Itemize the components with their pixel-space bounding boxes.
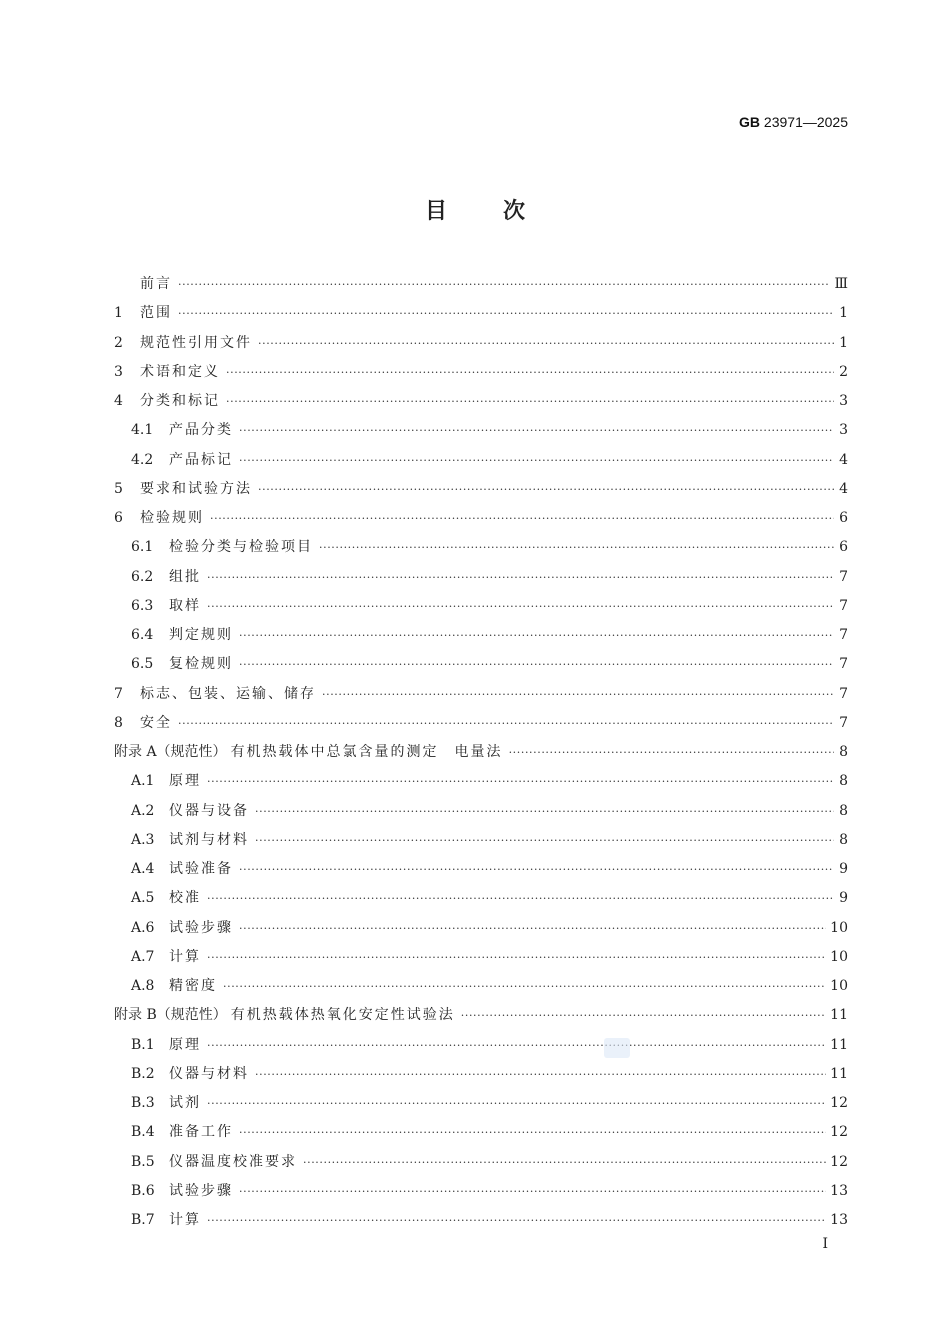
- toc-entry-title: 试剂: [169, 1095, 201, 1111]
- toc-entry-title: 试验步骤: [169, 1182, 233, 1199]
- toc-entry[interactable]: [114, 828, 848, 857]
- toc-entry-page: 6: [839, 539, 848, 556]
- toc-entry-page: 7: [839, 627, 848, 643]
- toc-entry-number: A.7: [131, 948, 155, 965]
- dot-leader: [319, 536, 834, 560]
- toc-entry-number: 4.1: [131, 422, 154, 439]
- toc-entry-title: 计算: [169, 1212, 201, 1228]
- toc-entry-title: 有机热载体热氧化安定性试验法: [230, 1007, 455, 1024]
- toc-entry-number: 2: [114, 334, 123, 351]
- toc-entry-number: A.4: [131, 861, 155, 877]
- toc-entry-number: A.8: [131, 978, 155, 994]
- dot-leader: [207, 1034, 826, 1058]
- toc-entry-number: 6.5: [131, 656, 154, 673]
- toc-entry-title: 准备工作: [169, 1124, 233, 1141]
- toc-entry-page: 7: [839, 714, 848, 731]
- dot-leader: [239, 858, 834, 882]
- toc-entry-number: B.4: [131, 1124, 155, 1141]
- dot-leader: [207, 887, 834, 911]
- toc-entry-title: 术语和定义: [140, 363, 220, 380]
- toc-entry[interactable]: [114, 301, 848, 330]
- toc-entry-number: A.1: [131, 773, 155, 790]
- toc-entry-page: 11: [830, 1007, 848, 1024]
- toc-entry-title: 仪器温度校准要求: [169, 1153, 297, 1170]
- toc-entry-number: 3: [114, 363, 123, 380]
- toc-entry[interactable]: [114, 1150, 848, 1179]
- watermark-logo: [604, 1038, 630, 1058]
- page-number: Ⅰ: [822, 1236, 828, 1252]
- toc-entry[interactable]: [114, 331, 848, 360]
- toc-entry-page: 13: [830, 1182, 848, 1199]
- dot-leader: [255, 800, 834, 824]
- toc-entry-page: 8: [839, 802, 848, 819]
- toc-entry-page: 8: [839, 744, 848, 760]
- dot-leader: [207, 595, 834, 619]
- dot-leader: [509, 741, 834, 765]
- toc-entry-title: 安全: [140, 714, 172, 731]
- standard-number: [739, 114, 848, 130]
- toc-entry-title: 取样: [169, 597, 201, 614]
- toc-entry-title: 要求和试验方法: [140, 480, 252, 497]
- toc-entry-number: 6.1: [131, 539, 154, 556]
- table-of-contents: [114, 272, 848, 1237]
- toc-entry-number: 附录 B（规范性）: [114, 1007, 227, 1024]
- toc-entry[interactable]: [114, 272, 848, 301]
- toc-entry-page: 7: [839, 597, 848, 614]
- toc-entry-title: 检验分类与检验项目: [169, 539, 313, 556]
- toc-entry[interactable]: [114, 535, 848, 564]
- toc-entry-page: 4: [839, 480, 848, 497]
- toc-entry[interactable]: [114, 506, 848, 535]
- toc-entry-number: 1: [114, 305, 123, 322]
- toc-entry[interactable]: [114, 916, 848, 945]
- toc-entry-page: 8: [839, 773, 848, 790]
- toc-entry-title: 标志、包装、运输、储存: [140, 685, 316, 702]
- dot-leader: [239, 624, 834, 648]
- toc-entry-title: 复检规则: [169, 656, 233, 673]
- toc-entry-title: 仪器与材料: [169, 1065, 249, 1082]
- toc-entry-page: 11: [830, 1036, 848, 1053]
- toc-entry-page: 1: [839, 305, 848, 322]
- dot-leader: [207, 946, 826, 970]
- toc-entry-title: 原理: [169, 773, 201, 790]
- page-title: 目次: [424, 198, 581, 224]
- dot-leader: [239, 653, 834, 677]
- toc-entry-title: 试剂与材料: [169, 831, 249, 848]
- dot-leader: [322, 683, 834, 707]
- toc-entry[interactable]: [114, 1091, 848, 1120]
- standard-prefix: GB: [739, 114, 761, 130]
- toc-entry-number: 6.3: [131, 597, 154, 614]
- toc-entry-page: 12: [830, 1153, 848, 1170]
- toc-entry-number: 8: [114, 714, 123, 731]
- toc-entry-number: 6: [114, 510, 123, 526]
- toc-entry[interactable]: [114, 1120, 848, 1149]
- toc-entry[interactable]: [114, 360, 848, 389]
- dot-leader: [258, 332, 834, 356]
- toc-entry-page: Ⅲ: [834, 276, 848, 292]
- dot-leader: [239, 917, 826, 941]
- toc-entry[interactable]: [114, 594, 848, 623]
- toc-entry[interactable]: [114, 1208, 848, 1237]
- toc-entry[interactable]: [114, 1033, 848, 1062]
- toc-entry-title: 校准: [169, 890, 201, 907]
- toc-entry-page: 10: [830, 948, 848, 965]
- toc-entry-number: 6.4: [131, 627, 154, 643]
- toc-entry-title: 试验准备: [169, 861, 233, 877]
- toc-entry[interactable]: [114, 1062, 848, 1091]
- toc-entry-page: 13: [830, 1212, 848, 1228]
- toc-entry[interactable]: [114, 974, 848, 1003]
- toc-entry-title: 前言: [140, 276, 172, 292]
- toc-entry-page: 12: [830, 1124, 848, 1141]
- dot-leader: [210, 507, 834, 531]
- toc-entry-number: B.5: [131, 1153, 155, 1170]
- toc-entry-number: B.6: [131, 1182, 155, 1199]
- toc-entry-title: 检验规则: [140, 510, 204, 526]
- toc-entry-title: 有机热载体中总氯含量的测定 电量法: [230, 744, 503, 760]
- dot-leader: [223, 975, 826, 999]
- toc-entry-page: 3: [839, 393, 848, 409]
- toc-entry-title: 范围: [140, 305, 172, 322]
- toc-entry-number: 7: [114, 685, 123, 702]
- toc-entry[interactable]: [114, 769, 848, 798]
- toc-entry[interactable]: [114, 1179, 848, 1208]
- toc-entry[interactable]: [114, 886, 848, 915]
- toc-entry-page: 11: [830, 1065, 848, 1082]
- toc-entry-number: 4.2: [131, 451, 154, 468]
- toc-entry[interactable]: [114, 652, 848, 681]
- toc-entry-number: A.6: [131, 919, 155, 936]
- toc-entry[interactable]: [114, 682, 848, 711]
- toc-entry[interactable]: [114, 711, 848, 740]
- toc-entry-page: 10: [830, 978, 848, 994]
- dot-leader: [178, 712, 834, 736]
- toc-entry-page: 4: [839, 451, 848, 468]
- toc-entry-page: 6: [839, 510, 848, 526]
- dot-leader: [239, 449, 834, 473]
- toc-entry[interactable]: [114, 418, 848, 447]
- toc-entry-number: A.5: [131, 890, 155, 907]
- toc-entry-page: 10: [830, 919, 848, 936]
- toc-entry[interactable]: [114, 389, 848, 418]
- dot-leader: [461, 1004, 826, 1028]
- toc-entry-number: 5: [114, 480, 123, 497]
- dot-leader: [207, 1092, 826, 1116]
- toc-entry-page: 1: [839, 334, 848, 351]
- dot-leader: [226, 390, 834, 414]
- toc-entry-page: 2: [839, 363, 848, 380]
- dot-leader: [207, 1209, 826, 1233]
- toc-entry-page: 12: [830, 1095, 848, 1111]
- toc-entry-number: B.3: [131, 1095, 155, 1111]
- toc-entry-number: B.2: [131, 1065, 155, 1082]
- toc-entry[interactable]: [114, 740, 848, 769]
- dot-leader: [258, 478, 834, 502]
- toc-entry[interactable]: [114, 945, 848, 974]
- toc-entry-page: 8: [839, 831, 848, 848]
- toc-entry-number: B.1: [131, 1036, 155, 1053]
- dot-leader: [255, 1063, 826, 1087]
- standard-code: 23971—2025: [763, 114, 848, 130]
- toc-entry-page: 3: [839, 422, 848, 439]
- toc-entry[interactable]: [114, 448, 848, 477]
- dot-leader: [178, 273, 830, 297]
- dot-leader: [239, 1180, 826, 1204]
- toc-entry-number: 附录 A（规范性）: [114, 744, 227, 760]
- toc-entry[interactable]: [114, 565, 848, 594]
- toc-entry-page: 7: [839, 568, 848, 585]
- toc-entry[interactable]: [114, 857, 848, 886]
- dot-leader: [207, 770, 834, 794]
- toc-entry[interactable]: [114, 477, 848, 506]
- toc-entry-title: 精密度: [169, 978, 217, 994]
- toc-entry-number: 4: [114, 393, 123, 409]
- toc-entry-page: 9: [839, 861, 848, 877]
- toc-entry-title: 分类和标记: [140, 393, 220, 409]
- toc-entry-number: A.2: [131, 802, 155, 819]
- toc-entry-page: 9: [839, 890, 848, 907]
- toc-entry-title: 原理: [169, 1036, 201, 1053]
- toc-entry-title: 试验步骤: [169, 919, 233, 936]
- toc-entry-title: 仪器与设备: [169, 802, 249, 819]
- toc-entry-number: 6.2: [131, 568, 154, 585]
- toc-entry[interactable]: [114, 799, 848, 828]
- toc-entry[interactable]: [114, 623, 848, 652]
- dot-leader: [239, 1121, 826, 1145]
- toc-entry-title: 产品标记: [169, 451, 233, 468]
- toc-entry-page: 7: [839, 685, 848, 702]
- dot-leader: [207, 566, 834, 590]
- toc-entry[interactable]: [114, 1003, 848, 1032]
- toc-entry-title: 组批: [169, 568, 201, 585]
- toc-entry-number: B.7: [131, 1212, 155, 1228]
- dot-leader: [178, 302, 834, 326]
- dot-leader: [255, 829, 834, 853]
- toc-entry-number: A.3: [131, 831, 155, 848]
- toc-entry-page: 7: [839, 656, 848, 673]
- toc-entry-title: 计算: [169, 948, 201, 965]
- dot-leader: [226, 361, 834, 385]
- dot-leader: [239, 419, 834, 443]
- toc-entry-title: 规范性引用文件: [140, 334, 252, 351]
- dot-leader: [303, 1151, 826, 1175]
- toc-entry-title: 判定规则: [169, 627, 233, 643]
- toc-entry-title: 产品分类: [169, 422, 233, 439]
